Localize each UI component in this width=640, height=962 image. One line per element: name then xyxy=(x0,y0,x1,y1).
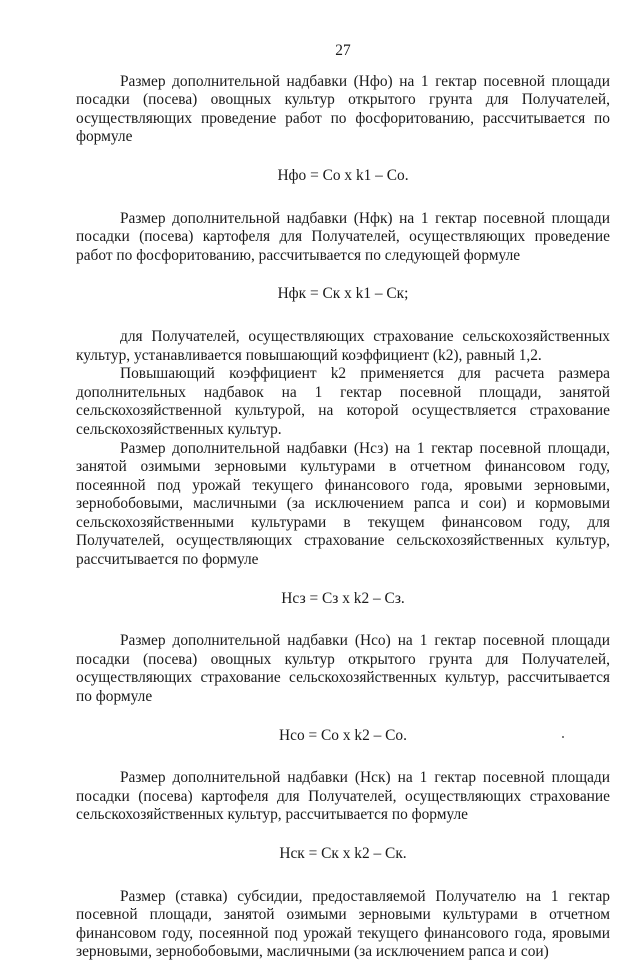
page-number: 27 xyxy=(335,42,351,59)
paragraph-subsidy-rate: Размер (ставка) субсидии, предоставляемой Получателю на 1 гектар посевной площади, занятой озимыми зерновыми культурами в отчетном финансовом году, посеянной под урожай текущего финансового года, яровыми зерновыми, зернобобовыми, масличными (за исключением рапса и сои) xyxy=(76,887,610,961)
formula-nfo: Нфо = Со х k1 – Со. xyxy=(277,166,409,184)
paragraph-nsz: Размер дополнительной надбавки (Нсз) на 1 гектар посевной площади, занятой озимыми зерновыми культурами в отчетном финансовом году, посеянной под урожай текущего финансового года, яровыми зерновыми, зернобобовыми, масличными (за исключением рапса и сои) и кормовыми сельскохозяйственными культурами в текущем финансовом году, для Получателей, осуществляющих страхование сельскохозяйственных культур, рассчитывается по формуле xyxy=(76,439,610,569)
paragraph-nfo: Размер дополнительной надбавки (Нфо) на 1 гектар посевной площади посадки (посева) овощных культур открытого грунта для Получателей, осуществляющих проведение работ по фосфоритованию, рассчитывается по формуле xyxy=(76,72,610,146)
paragraph-nsk: Размер дополнительной надбавки (Нск) на 1 гектар посевной площади посадки (посева) картофеля для Получателей, осуществляющих страхование сельскохозяйственных культур, рассчитывается по формуле xyxy=(76,769,610,824)
paragraph-nfk: Размер дополнительной надбавки (Нфк) на 1 гектар посевной площади посадки (посева) картофеля для Получателей, осуществляющих проведение работ по фосфоритованию, рассчитывается по следующей формуле xyxy=(76,209,610,264)
scan-speck xyxy=(562,736,564,738)
formula-nfk: Нфк = Ск х k1 – Ск; xyxy=(277,285,409,303)
paragraph-k2-usage: Повышающий коэффициент k2 применяется для расчета размера дополнительных надбавок на 1 гектар посевной площади, занятой сельскохозяйственной культурой, на которой осуществляется страхование сельскохозяйственных культур. xyxy=(76,365,610,438)
formula-nsz: Нсз = Сз х k2 – Сз. xyxy=(281,589,405,607)
formula-nso: Нсо = Со х k2 – Со. xyxy=(279,726,407,744)
paragraph-k2-intro: для Получателей, осуществляющих страхование сельскохозяйственных культур, устанавливается повышающий коэффициент (k2), равный 1,2. xyxy=(76,327,610,364)
formula-nsk: Нск = Ск х k2 – Ск. xyxy=(279,845,407,862)
document-page xyxy=(76,42,610,962)
paragraph-nso: Размер дополнительной надбавки (Нсо) на 1 гектар посевной площади посадки (посева) овощных культур открытого грунта для Получателей, осуществляющих страхование сельскохозяйственных культур, рассчитывается по формуле xyxy=(76,632,610,706)
